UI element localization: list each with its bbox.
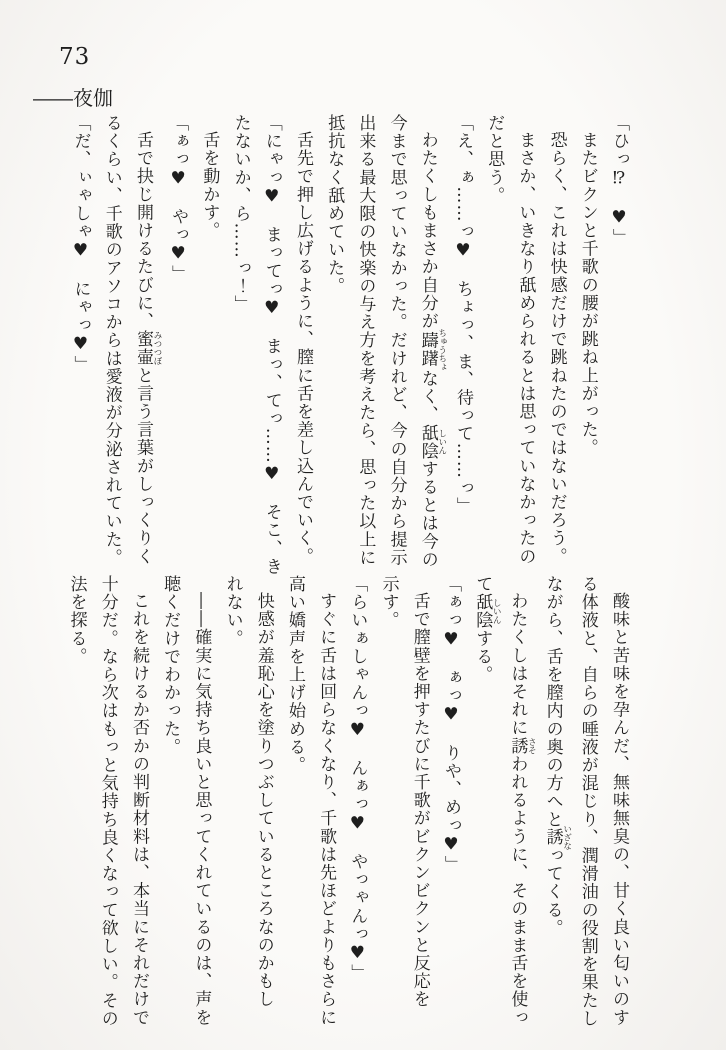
text-line: 「ひっ⁉ ♥」: [609, 114, 629, 247]
text-line: わたくしもまさか自分が躊躇 ちゅうちょなく、舐陰 しいんするとは今の: [417, 131, 447, 569]
text-line: 「だ、ぃゃしゃ♥ にゃっ♥」: [70, 114, 91, 374]
text-line: 「らいぁしゃんっ♥ んぁっ♥ やっゃんっ♥」: [347, 575, 368, 983]
text-line: たないか、ら……っ！」: [230, 114, 251, 314]
text-line: 「え、ぁ……っ♥ ちょっ、ま、待って……っ」: [452, 114, 473, 516]
text-line: 高い嬌声を上げ始める。: [284, 575, 305, 775]
text-line: 十分だ。なら次はもっと気持ち良くなって欲しい。その: [97, 575, 118, 1028]
text-line: だと思う。: [484, 114, 505, 205]
text-line: て舐陰 しいんする。: [472, 575, 502, 684]
text-line: れない。: [222, 575, 243, 648]
text-line: まさか、いきなり舐められるとは思っていなかったの: [515, 131, 536, 566]
ruby-annotation: 躊躇 ちゅうちょ: [417, 328, 447, 372]
ruby-annotation: 誘 さそ: [507, 736, 537, 755]
text-line: るくらい、千歌のアソコからは愛液が分泌されていた。: [101, 114, 122, 567]
text-line: 舌先で押し広げるように、膣に舌を差し込んでいく。: [292, 131, 313, 566]
lower-text-tier: [66, 575, 634, 1047]
ruby-annotation: 舐陰 しいん: [472, 593, 502, 630]
text-line: 聴くだけでわかった。: [160, 575, 181, 756]
text-line: 「ぁっ♥ ぁっ♥ りや、めっ♥」: [440, 575, 461, 874]
ruby-annotation: 舐陰 しいん: [417, 423, 447, 460]
text-line: ながら、舌を膣内の奥の方へと誘 いざなってくる。: [542, 575, 572, 938]
text-line: 舌で抉じ開けるたびに、蜜壷 みつつぼと言う言葉がしっくりく: [132, 131, 162, 566]
ruby-annotation: 蜜壷 みつつぼ: [132, 330, 162, 367]
text-line: 今まで思っていなかった。だけれど、今の自分から提示: [386, 114, 407, 567]
upper-text-tier: [70, 114, 634, 576]
text-line: 「ぁっ♥ やっ♥」: [168, 114, 189, 283]
running-title: ――夜伽: [33, 86, 113, 110]
text-line: 快感が羞恥心を塗りつぶしているところなのかもし: [253, 592, 274, 1009]
ruby-annotation: 誘 いざな: [542, 824, 572, 851]
text-line: 示す。: [378, 575, 399, 630]
page-number: 73: [59, 44, 91, 70]
text-line: 出来る最大限の快楽の与え方を考えたら、思った以上に: [355, 114, 376, 567]
text-line: またビクンと千歌の腰が跳ね上がった。: [577, 131, 598, 457]
text-line: 舌を動かす。: [199, 131, 220, 240]
text-line: 「にゃっ♥ まってっ♥ まっ、てっ……♥ そこ、き: [261, 114, 282, 576]
text-line: ――確実に気持ち良いと思ってくれているのは、声を: [191, 592, 212, 1027]
text-line: わたくしはそれに誘 さそわれるように、そのまま舌を使っ: [507, 592, 537, 1027]
text-line: これを続けるか否かの判断材料は、本当にそれだけで: [128, 592, 149, 1027]
text-line: 恐らく、これは快感だけで跳ねたのではないだろう。: [546, 131, 567, 566]
text-line: る体液と、自らの唾液が混じり、潤滑油の役割を果たし: [577, 575, 598, 1028]
text-line: 法を探る。: [66, 575, 87, 666]
text-line: 舌で膣壁を押すたびに千歌がビクンビクンと反応を: [409, 592, 430, 1009]
text-line: すぐに舌は回らなくなり、千歌は先ほどよりもさらに: [316, 592, 337, 1027]
text-line: 酸味と苦味を孕んだ、無味無臭の、甘く良い匂いのす: [609, 592, 629, 1027]
text-line: 抵抗なく舐めていた。: [324, 114, 345, 295]
